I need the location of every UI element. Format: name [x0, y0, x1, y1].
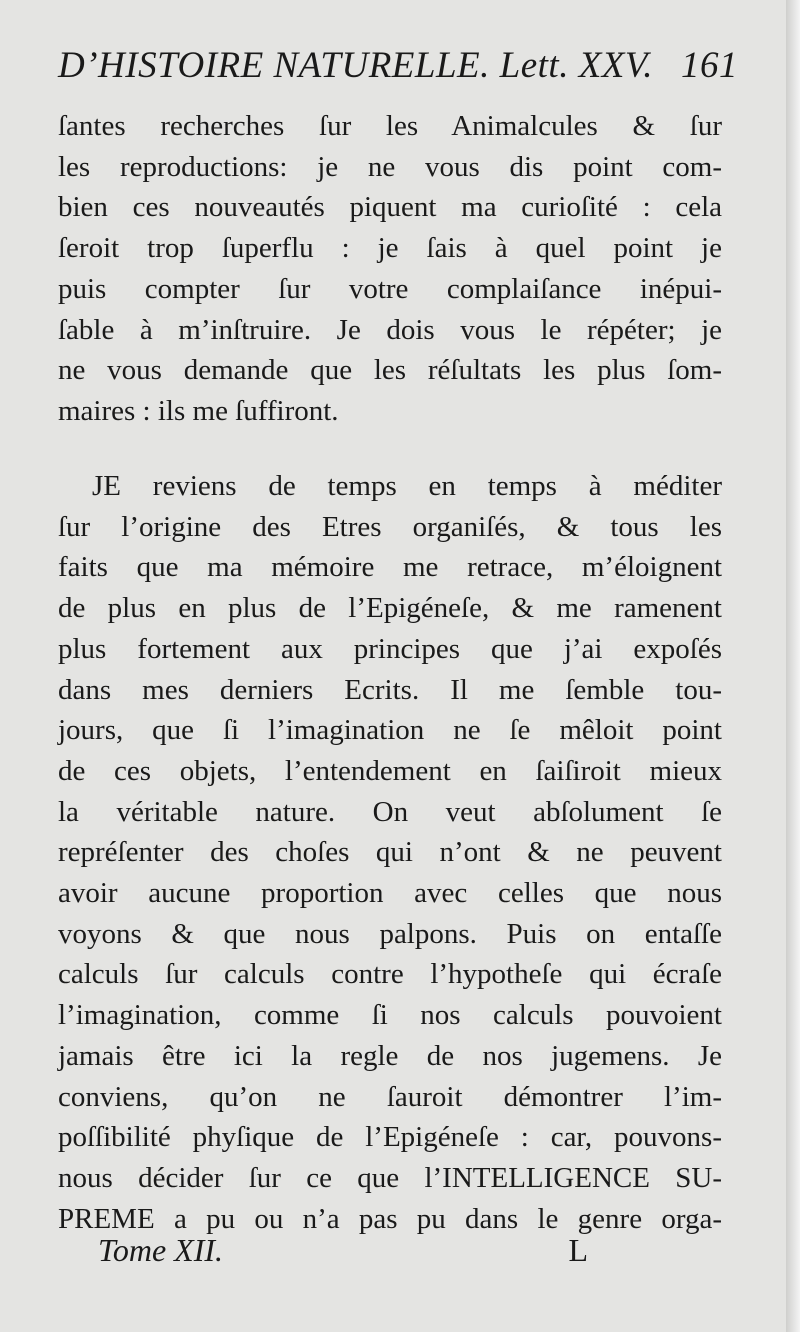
paragraph-2	[58, 466, 722, 1239]
text-line: jamais être ici la regle de nos jugemens. Je	[58, 1039, 722, 1072]
text-line: nous décider ſur ce que l’INTELLIGENCE SU-	[58, 1161, 722, 1194]
text-line: voyons & que nous palpons. Puis on entaſſe	[58, 917, 722, 950]
signature-mark: L	[568, 1232, 588, 1268]
text-line: dans mes derniers Ecrits. Il me ſemble tou-	[58, 673, 722, 706]
text-line: poſſibilité phyſique de l’Epigéneſe : car, pouvons-	[58, 1121, 722, 1154]
text-line: la véritable nature. On veut abſolument ſe	[58, 795, 722, 828]
volume-label: Tome XII.	[98, 1232, 224, 1268]
text-line: ſantes recherches ſur les Animalcules & ſur	[58, 110, 722, 142]
text-line: de ces objets, l’entendement en ſaiſiroit mieux	[58, 754, 722, 787]
text-line: ſur l’origine des Etres organiſés, & tous les	[58, 510, 722, 543]
text-line: calculs ſur calculs contre l’hypotheſe qui écraſe	[58, 958, 722, 991]
text-line: plus fortement aux principes que j’ai expoſés	[58, 632, 722, 665]
text-line: de plus en plus de l’Epigéneſe, & me ramenent	[58, 592, 722, 625]
text-line: PREME a pu ou n’a pas pu dans le genre orga-	[58, 1202, 722, 1235]
text-line: puis compter ſur votre complaiſance inépui-	[58, 272, 722, 305]
text-line: repréſenter des choſes qui n’ont & ne peuvent	[58, 836, 722, 869]
running-title: D’HISTOIRE NATURELLE. Lett. XXV.	[58, 45, 653, 86]
paragraph-1	[58, 106, 722, 432]
text-line: faits que ma mémoire me retrace, m’éloignent	[58, 551, 722, 584]
text-line: bien ces nouveautés piquent ma curioſité : cela	[58, 191, 722, 224]
text-line: avoir aucune proportion avec celles que nous	[58, 877, 722, 910]
text-line: JE reviens de temps en temps à méditer	[92, 470, 722, 502]
text-line: ne vous demande que les réſultats les plus ſom-	[58, 354, 722, 387]
text-line: conviens, qu’on ne ſauroit démontrer l’im-	[58, 1080, 722, 1113]
text-line: ſable à m’inſtruire. Je dois vous le répéter; je	[58, 313, 722, 346]
text-line: maires : ils me ſuffiront.	[58, 394, 339, 427]
text-line: l’imagination, comme ſi nos calculs pouvoient	[58, 999, 722, 1032]
running-header	[58, 44, 738, 94]
text-line: ſeroit trop ſuperflu : je ſais à quel point je	[58, 232, 722, 265]
page-footer	[98, 1232, 588, 1269]
page-number: 161	[681, 45, 738, 86]
text-line: les reproductions: je ne vous dis point com-	[58, 150, 722, 183]
page-edge-shadow	[786, 0, 800, 1332]
text-line: jours, que ſi l’imagination ne ſe mêloit point	[58, 714, 722, 747]
